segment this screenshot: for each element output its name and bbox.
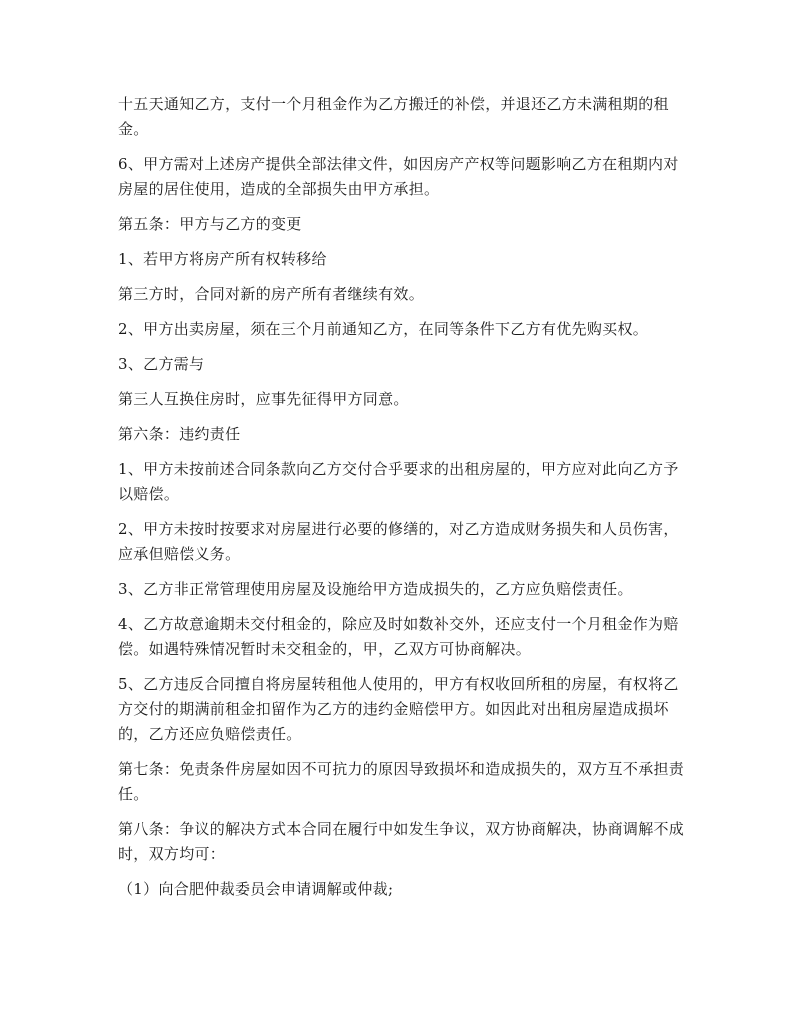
paragraph-clause-6-5: 5、乙方违反合同擅自将房屋转租他人使用的，甲方有权收回所租的房屋，有权将乙方交付的期满前租金扣留作为乙方的违约金赔偿甲方。如因此对出租房屋造成损坏的，乙方还应负赔偿责任。 — [118, 675, 679, 743]
heading-article-6: 第六条：违约责任 — [118, 425, 241, 443]
paragraph-clause-5-3: 3、乙方需与 — [118, 355, 205, 373]
paragraph-clause-6-3: 3、乙方非正常管理使用房屋及设施给甲方造成损失的，乙方应负赔偿责任。 — [118, 580, 633, 598]
paragraph-clause-5-3-cont: 第三人互换住房时，应事先征得甲方同意。 — [118, 390, 409, 408]
paragraph-clause-5-1-cont: 第三方时，合同对新的房产所有者继续有效。 — [118, 285, 425, 303]
document-body — [118, 92, 688, 912]
heading-article-5: 第五条：甲方与乙方的变更 — [118, 215, 302, 233]
paragraph-continuation: 十五天通知乙方，支付一个月租金作为乙方搬迁的补偿，并退还乙方未满租期的租金。 — [118, 95, 669, 138]
paragraph-clause-6-4: 4、乙方故意逾期未交付租金的，除应及时如数补交外，还应支付一个月租金作为赔偿。如遇特殊情况暂时未交租金的，甲，乙双方可协商解决。 — [118, 615, 679, 658]
paragraph-clause-6-1: 1、甲方未按前述合同条款向乙方交付合乎要求的出租房屋的，甲方应对此向乙方予以赔偿。 — [118, 460, 679, 503]
paragraph-clause-6-2: 2、甲方未按时按要求对房屋进行必要的修缮的，对乙方造成财务损失和人员伤害，应承但赔偿义务。 — [118, 520, 679, 563]
heading-article-8: 第八条：争议的解决方式本合同在履行中如发生争议，双方协商解决，协商调解不成时，双方均可： — [118, 820, 685, 863]
paragraph-clause-8-1: （1）向合肥仲裁委员会申请调解或仲裁; — [118, 880, 394, 898]
paragraph-clause-5-1: 1、若甲方将房产所有权转移给 — [118, 250, 327, 268]
paragraph-clause-5-2: 2、甲方出卖房屋，须在三个月前通知乙方，在同等条件下乙方有优先购买权。 — [118, 320, 649, 338]
heading-article-7: 第七条：免责条件房屋如因不可抗力的原因导致损坏和造成损失的，双方互不承担责任。 — [118, 760, 685, 803]
paragraph-clause-4-6: 6、甲方需对上述房产提供全部法律文件，如因房产产权等问题影响乙方在租期内对房屋的居住使用，造成的全部损失由甲方承担。 — [118, 155, 679, 198]
